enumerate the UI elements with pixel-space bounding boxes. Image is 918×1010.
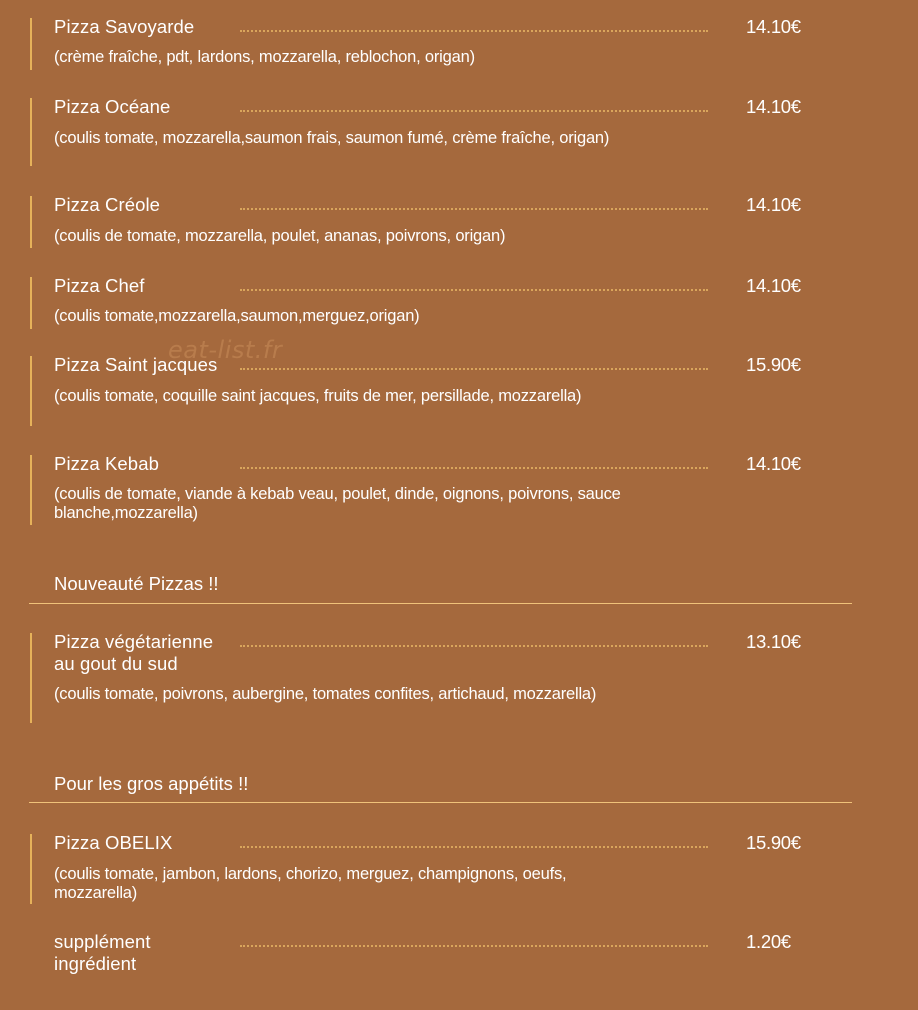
menu-item-savoyarde — [30, 18, 830, 70]
item-description: (coulis tomate, jambon, lardons, chorizo, merguez, champignons, oeufs, mozzarella) — [54, 865, 567, 902]
item-description: (coulis de tomate, mozzarella, poulet, ananas, poivrons, origan) — [54, 227, 506, 245]
item-description: (coulis tomate,mozzarella,saumon,merguez,origan) — [54, 307, 420, 325]
item-name: Pizza Créole — [54, 194, 161, 215]
menu-item-kebab — [30, 455, 830, 525]
item-name: Pizza Océane — [54, 96, 171, 117]
item-price: 14.10€ — [746, 453, 801, 474]
dotted-leader — [240, 208, 708, 210]
menu-item-vegetarienne — [30, 633, 830, 723]
dotted-leader — [240, 110, 708, 112]
item-price: 14.10€ — [746, 194, 801, 215]
item-price: 13.10€ — [746, 631, 801, 652]
item-name: Pizza Saint jacques — [54, 354, 218, 375]
section-divider — [29, 603, 852, 604]
section-title-gros-appetits: Pour les gros appétits !! — [54, 773, 249, 794]
item-name: Pizza Kebab — [54, 453, 159, 474]
item-price: 1.20€ — [746, 931, 791, 952]
menu-item-saint-jacques — [30, 356, 830, 426]
menu-item-supplement — [30, 933, 830, 979]
menu-item-oceane — [30, 98, 830, 166]
item-price: 14.10€ — [746, 16, 801, 37]
dotted-leader — [240, 30, 708, 32]
item-description: (coulis tomate, poivrons, aubergine, tomates confites, artichaud, mozzarella) — [54, 685, 597, 703]
item-name: Pizza OBELIX — [54, 832, 173, 853]
dotted-leader — [240, 645, 708, 647]
item-price: 14.10€ — [746, 275, 801, 296]
menu-item-creole — [30, 196, 830, 248]
watermark: eat-list.fr — [168, 336, 283, 364]
dotted-leader — [240, 846, 708, 848]
dotted-leader — [240, 368, 708, 370]
section-title-nouveaute: Nouveauté Pizzas !! — [54, 573, 219, 594]
section-divider — [29, 802, 852, 803]
dotted-leader — [240, 467, 708, 469]
menu-item-obelix — [30, 834, 830, 904]
item-description: (coulis tomate, mozzarella,saumon frais, saumon fumé, crème fraîche, origan) — [54, 129, 610, 147]
item-description: (coulis de tomate, viande à kebab veau, poulet, dinde, oignons, poivrons, sauce blanche,mozzarella) — [54, 485, 621, 522]
item-name: Pizza Savoyarde — [54, 16, 195, 37]
item-price: 15.90€ — [746, 354, 801, 375]
item-price: 14.10€ — [746, 96, 801, 117]
item-name: supplément ingrédient — [54, 931, 151, 974]
dotted-leader — [240, 945, 708, 947]
item-description: (coulis tomate, coquille saint jacques, fruits de mer, persillade, mozzarella) — [54, 387, 582, 405]
dotted-leader — [240, 289, 708, 291]
item-price: 15.90€ — [746, 832, 801, 853]
menu-item-chef — [30, 277, 830, 329]
item-name: Pizza végétarienne au gout du sud — [54, 631, 214, 674]
item-name: Pizza Chef — [54, 275, 145, 296]
item-description: (crème fraîche, pdt, lardons, mozzarella, reblochon, origan) — [54, 48, 475, 66]
